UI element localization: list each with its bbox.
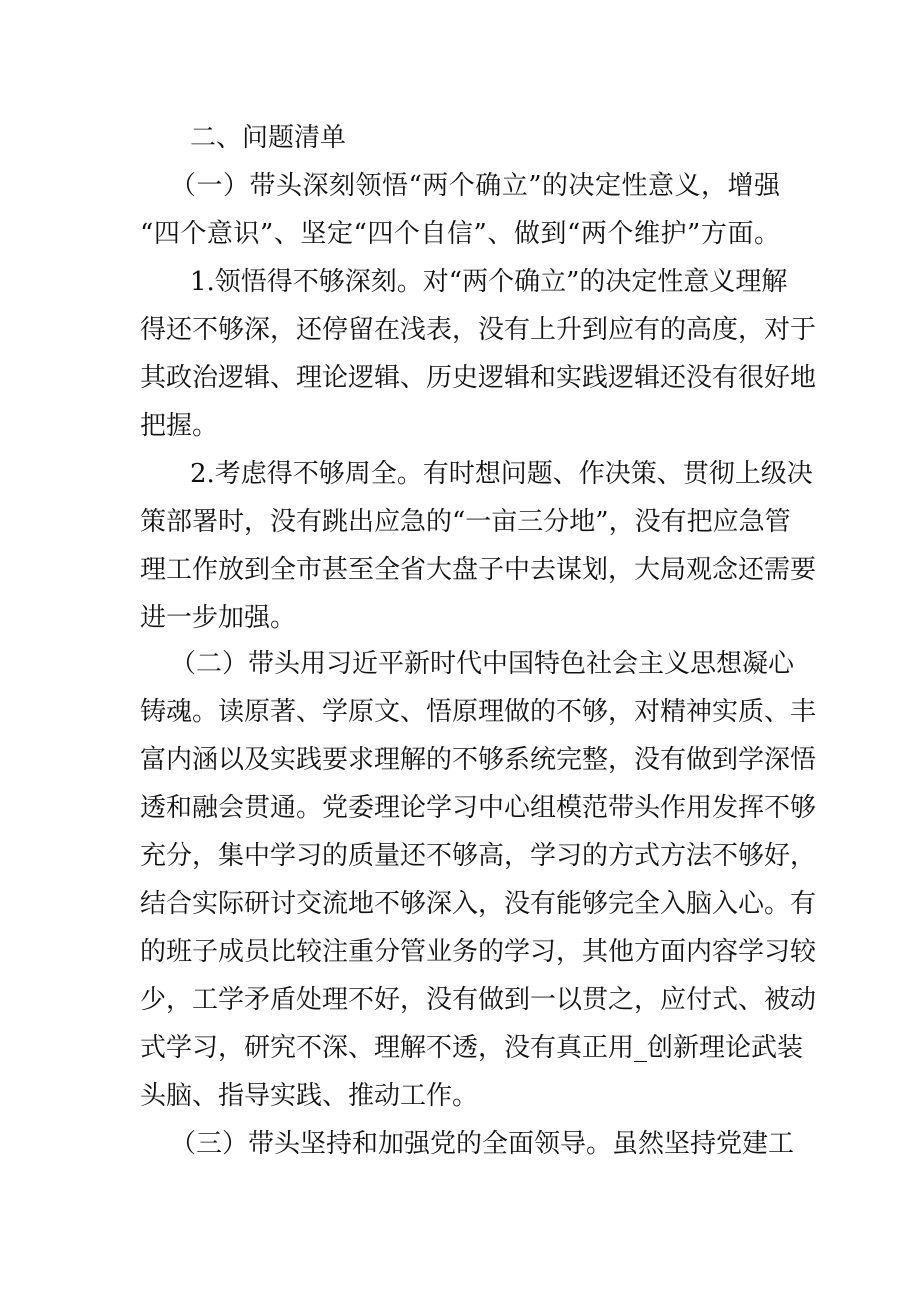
paragraph-line: 透和融会贯通。党委理论学习中心组模范带头作用发挥不够 xyxy=(140,793,817,823)
paragraph-line: 式学习，研究不深、理解不透，没有真正用_创新理论武装 xyxy=(140,1033,804,1063)
paragraph-line: 1.领悟得不够深刻。对“两个确立”的决定性意义理解 xyxy=(190,267,788,297)
paragraph-line: 其政治逻辑、理论逻辑、历史逻辑和实践逻辑还没有很好地 xyxy=(140,363,817,393)
paragraph-line: 铸魂。读原著、学原文、悟原理做的不够，对精神实质、丰 xyxy=(140,697,817,727)
paragraph-line: 少，工学矛盾处理不好，没有做到一以贯之，应付式、被动 xyxy=(140,985,817,1015)
paragraph-line: （三）带头坚持和加强党的全面领导。虽然坚持党建工 xyxy=(170,1129,795,1159)
paragraph-line: 2.考虑得不够周全。有时想问题、作决策、贯彻上级决 xyxy=(190,459,813,489)
paragraph-line: “四个意识”、坚定“四个自信”、做到“两个维护”方面。 xyxy=(140,219,780,249)
paragraph-line: 把握。 xyxy=(140,411,219,441)
paragraph-line: 结合实际研讨交流地不够深入，没有能够完全入脑入心。有 xyxy=(140,889,817,919)
paragraph-line: 充分，集中学习的质量还不够高，学习的方式方法不够好， xyxy=(140,841,817,871)
paragraph-line: 进一步加强。 xyxy=(140,603,297,633)
paragraph-line: 得还不够深，还停留在浅表，没有上升到应有的高度，对于 xyxy=(140,315,817,345)
paragraph-line: （二）带头用习近平新时代中国特色社会主义思想凝心 xyxy=(170,649,795,679)
paragraph-line: （一）带头深刻领悟“两个确立”的决定性意义，增强 xyxy=(170,171,780,201)
section-heading: 二、问题清单 xyxy=(190,123,347,153)
paragraph-line: 头脑、指导实践、推动工作。 xyxy=(140,1081,479,1111)
paragraph-line: 策部署时，没有跳出应急的“一亩三分地”，没有把应急管 xyxy=(140,507,791,537)
paragraph-line: 的班子成员比较注重分管业务的学习，其他方面内容学习较 xyxy=(140,937,817,967)
paragraph-line: 理工作放到全市甚至全省大盘子中去谋划，大局观念还需要 xyxy=(140,555,817,585)
paragraph-line: 富内涵以及实践要求理解的不够系统完整，没有做到学深悟 xyxy=(140,745,817,775)
